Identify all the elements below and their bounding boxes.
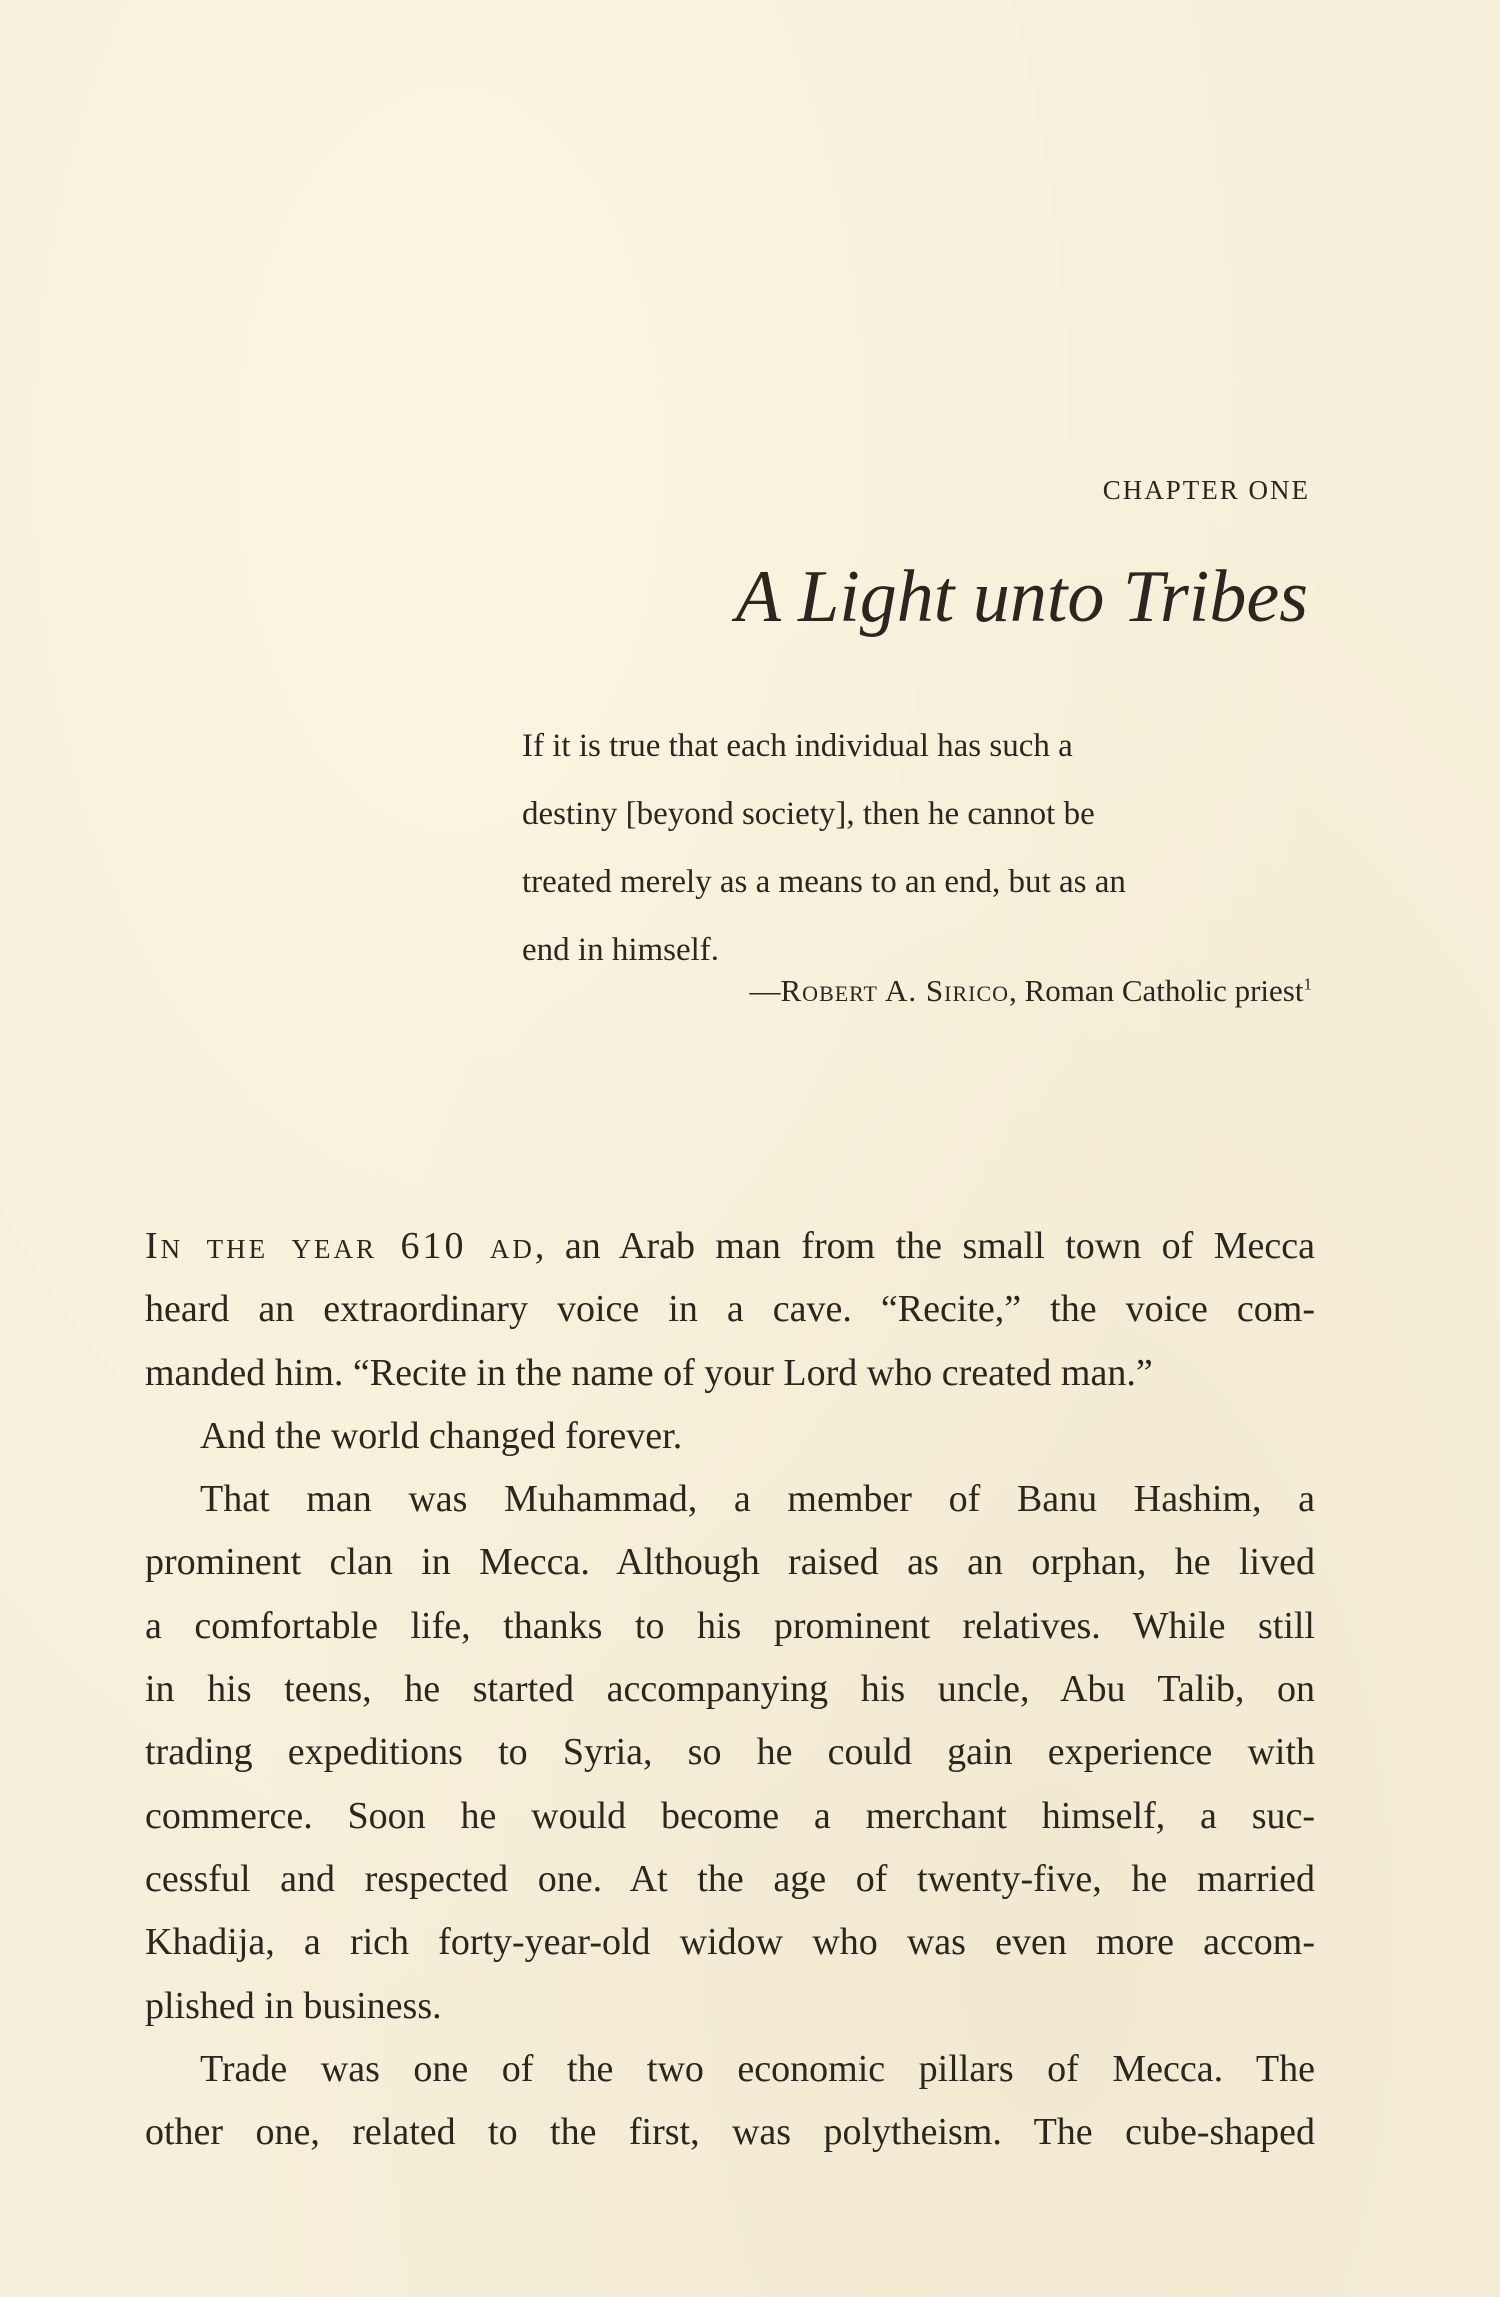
chapter-title: A Light unto Tribes <box>735 556 1308 638</box>
paragraph-line: in his teens, he started accompanying his uncle, Abu Talib, on <box>145 1668 1315 1711</box>
chapter-label: CHAPTER ONE <box>1102 475 1310 505</box>
paragraph-line: Trade was one of the two economic pillars of Mecca. The <box>200 2047 1315 2090</box>
paragraph-line: Khadija, a rich forty-year-old widow who was even more accom- <box>145 1921 1315 1964</box>
paragraph-line: plished in business. <box>145 1984 442 2027</box>
footnote-marker: 1 <box>1303 974 1312 994</box>
paragraph-line: a comfortable life, thanks to his prominent relatives. While still <box>145 1604 1315 1647</box>
paragraph-line: manded him. “Recite in the name of your Lord who created man.” <box>145 1351 1153 1394</box>
paragraph-line: And the world changed forever. <box>200 1414 683 1457</box>
paragraph-line: That man was Muhammad, a member of Banu Hashim, a <box>200 1478 1315 1521</box>
paragraph-line: commerce. Soon he would become a merchant himself, a suc- <box>145 1794 1315 1837</box>
epigraph-line: end in himself. <box>522 932 720 968</box>
attribution-dash: — <box>749 973 781 1008</box>
paragraph-line: cessful and respected one. At the age of twenty-five, he married <box>145 1857 1315 1900</box>
epigraph-line: If it is true that each individual has such a <box>522 728 1073 764</box>
paragraph-line: other one, related to the first, was polytheism. The cube-shaped <box>145 2111 1315 2154</box>
paragraph-line: heard an extraordinary voice in a cave. “Recite,” the voice com- <box>145 1288 1315 1331</box>
paragraph-line: In the year 610 ad, an Arab man from the small town of Mecca <box>145 1225 1315 1267</box>
body-text <box>145 1215 1315 2164</box>
epigraph-attribution <box>750 973 1313 1009</box>
attribution-role: , Roman Catholic priest <box>1009 973 1304 1008</box>
epigraph-line: destiny [beyond society], then he cannot be <box>522 796 1095 832</box>
epigraph <box>522 712 1312 984</box>
lead-in: In the year 610 ad <box>145 1225 535 1267</box>
epigraph-line: treated merely as a means to an end, but as an <box>522 864 1126 900</box>
paragraph-line: prominent clan in Mecca. Although raised as an orphan, he lived <box>145 1541 1315 1584</box>
attribution-name: Robert A. Sirico <box>780 973 1010 1008</box>
paragraph-line: trading expeditions to Syria, so he could gain experience with <box>145 1731 1315 1774</box>
